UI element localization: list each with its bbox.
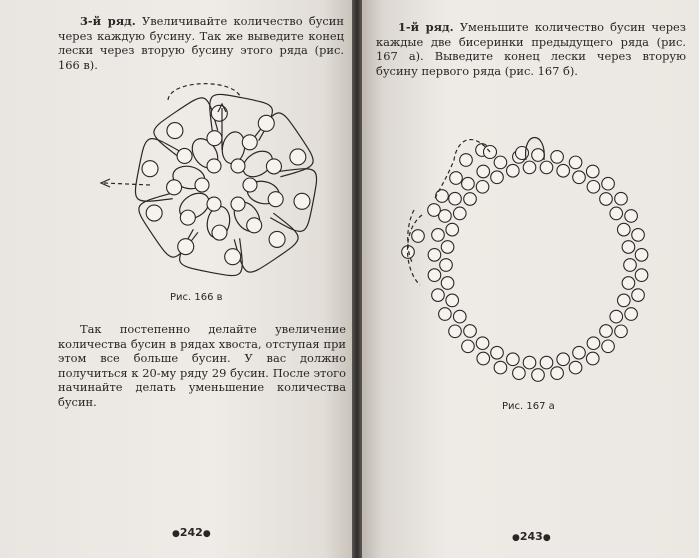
bead (432, 229, 445, 242)
page-number-ornament-icon: ● (172, 529, 180, 539)
bead (600, 193, 613, 206)
bead (211, 105, 227, 121)
bead (266, 159, 281, 174)
bead (615, 192, 628, 205)
right-page-number (512, 530, 551, 543)
bead (632, 289, 645, 302)
bead (569, 361, 582, 374)
bead (625, 308, 638, 321)
bead (432, 289, 445, 302)
bead (294, 193, 310, 209)
bead (142, 161, 158, 177)
bead (513, 367, 526, 380)
bead (446, 294, 459, 307)
bead (477, 165, 490, 178)
petal-loop (234, 213, 298, 272)
bead (540, 161, 553, 174)
bead (428, 204, 441, 217)
bead (268, 192, 283, 207)
left-row-heading: 3-й ряд. (80, 14, 136, 28)
bead (460, 154, 473, 167)
bead (207, 131, 222, 146)
left-paragraph-2: Так постепенно делайте увеличение количества бусин в рядах хвоста, отступая при этом все больше бусин. У вас должно получиться к 20-му ряду 29 бусин. После этого начинайте делать уменьшение количества бусин. (58, 322, 346, 409)
bead (491, 346, 504, 359)
bead (243, 178, 257, 192)
bead (146, 205, 162, 221)
right-row-text: Уменьшите количество бусин через каждые две бисеринки предыдущего ряда (рис. 167 а). Выведите конец лески через вторую бусину первого ряда (рис. 167 б). (376, 20, 686, 78)
bead (573, 346, 586, 359)
bead (476, 180, 489, 193)
bead (523, 356, 536, 369)
bead (507, 353, 520, 366)
bead (247, 218, 262, 233)
bead (625, 210, 638, 223)
bead (462, 177, 475, 190)
bead (615, 325, 628, 338)
bead (167, 123, 183, 139)
bead (494, 361, 507, 374)
right-page-number-value: 243 (519, 530, 543, 543)
bead (632, 229, 645, 242)
bead (439, 308, 452, 321)
figure-166v-caption: Рис. 166 в (170, 292, 223, 303)
bead (412, 230, 425, 243)
bead (212, 225, 227, 240)
bead (532, 149, 545, 162)
bead (587, 180, 600, 193)
bead (449, 192, 462, 205)
bead (440, 259, 453, 272)
bead (610, 310, 623, 323)
dashed-thread-exit (104, 183, 150, 185)
bead (436, 190, 449, 203)
bead (622, 277, 635, 290)
bead (551, 151, 564, 164)
bead (242, 135, 257, 150)
bead (617, 294, 630, 307)
bead (523, 161, 536, 174)
bead (573, 171, 586, 184)
bead (450, 172, 463, 185)
bead (453, 207, 466, 220)
page-number-ornament-icon: ● (542, 533, 551, 543)
bead (428, 249, 441, 262)
bead (207, 197, 221, 211)
bead (464, 193, 477, 206)
left-page-number (172, 526, 211, 539)
bead (269, 231, 285, 247)
bead (624, 259, 637, 272)
book-gutter (352, 0, 362, 558)
bead (225, 249, 241, 265)
left-row-text: Увеличивайте количество бусин через каждую бусину. Так же выведите конец лески через вторую бусину этого ряда (рис. 166 в). (58, 14, 344, 72)
bead (569, 156, 582, 169)
bead (557, 164, 570, 177)
page-number-ornament-icon: ● (512, 533, 520, 543)
page-number-ornament-icon: ● (202, 529, 211, 539)
right-row-heading: 1-й ряд. (398, 20, 454, 34)
bead (540, 356, 553, 369)
bead (587, 337, 600, 350)
bead (476, 337, 489, 350)
bead (195, 178, 209, 192)
right-page (362, 0, 699, 558)
left-page-number-value: 242 (179, 526, 203, 539)
bead (231, 159, 245, 173)
bead (180, 210, 195, 225)
bead (617, 223, 630, 236)
bead (207, 159, 221, 173)
figure-167a-bead-ring-diagram (362, 0, 699, 400)
bead (441, 277, 454, 290)
bead (491, 171, 504, 184)
bead (635, 249, 648, 262)
bead (600, 325, 613, 338)
bead (258, 115, 274, 131)
bead (622, 241, 635, 254)
bead (231, 197, 245, 211)
bead (464, 325, 477, 338)
bead (290, 149, 306, 165)
bead (462, 340, 475, 353)
bead (602, 177, 615, 190)
bead (635, 269, 648, 282)
bead (610, 207, 623, 220)
figure-167a-caption: Рис. 167 а (502, 401, 555, 412)
figure-166v-bead-diagram (0, 0, 352, 290)
bead (477, 352, 490, 365)
bead (507, 164, 520, 177)
dashed-thread (168, 84, 240, 100)
bead (441, 241, 454, 254)
bead (586, 165, 599, 178)
bead (551, 367, 564, 380)
bead (178, 239, 194, 255)
bead (453, 310, 466, 323)
bead (532, 369, 545, 382)
bead (446, 223, 459, 236)
bead (428, 269, 441, 282)
bead (586, 352, 599, 365)
bead (167, 180, 182, 195)
bead (449, 325, 462, 338)
bead (177, 148, 192, 163)
bead (602, 340, 615, 353)
bead (494, 156, 507, 169)
bead (557, 353, 570, 366)
